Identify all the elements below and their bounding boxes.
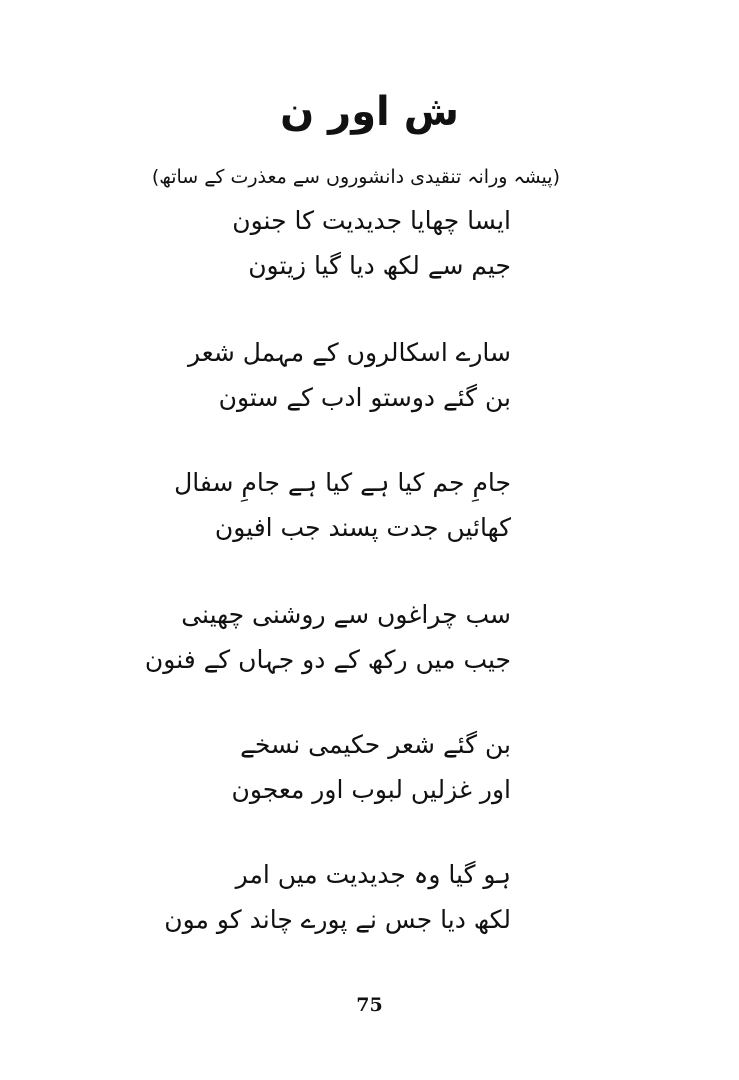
stanza-3 [174,460,511,550]
stanza-6 [164,852,511,942]
stanza-4 [144,592,511,682]
verse-line: سب چراغوں سے روشنی چھینی [181,600,511,629]
verse-line: بن گئے شعر حکیمی نسخے [240,730,511,759]
stanza-5 [191,722,511,812]
verse-line: جیب میں رکھ کے دو جہاں کے فنون [144,645,511,674]
verse-line: کھائیں جدت پسند جب افیون [214,513,511,542]
poem-title: ش اور ن [280,89,459,135]
stanza-2 [187,330,511,420]
verse-line: سارے اسکالروں کے مہمل شعر [187,338,511,367]
verse-line: اور غزلیں لبوب اور معجون [231,775,511,804]
verse-line: بن گئے دوستو ادب کے ستون [218,383,511,412]
verse-line: ہو گیا وہ جدیدیت میں امر [235,860,511,889]
verse-line: ایسا چھایا جدیدیت کا جنون [232,206,511,235]
verse-line: لکھ دیا جس نے پورے چاند کو مون [164,905,511,934]
page-number: 75 [356,994,383,1016]
verse-line: جامِ جم کیا ہے کیا ہے جامِ سفال [174,468,511,497]
verse-line: جیم سے لکھ دیا گیا زیتون [248,251,511,280]
stanza-1 [191,198,511,288]
poem-subtitle: (پیشہ ورانہ تنقیدی دانشوروں سے معذرت کے ساتھ) [151,166,560,188]
